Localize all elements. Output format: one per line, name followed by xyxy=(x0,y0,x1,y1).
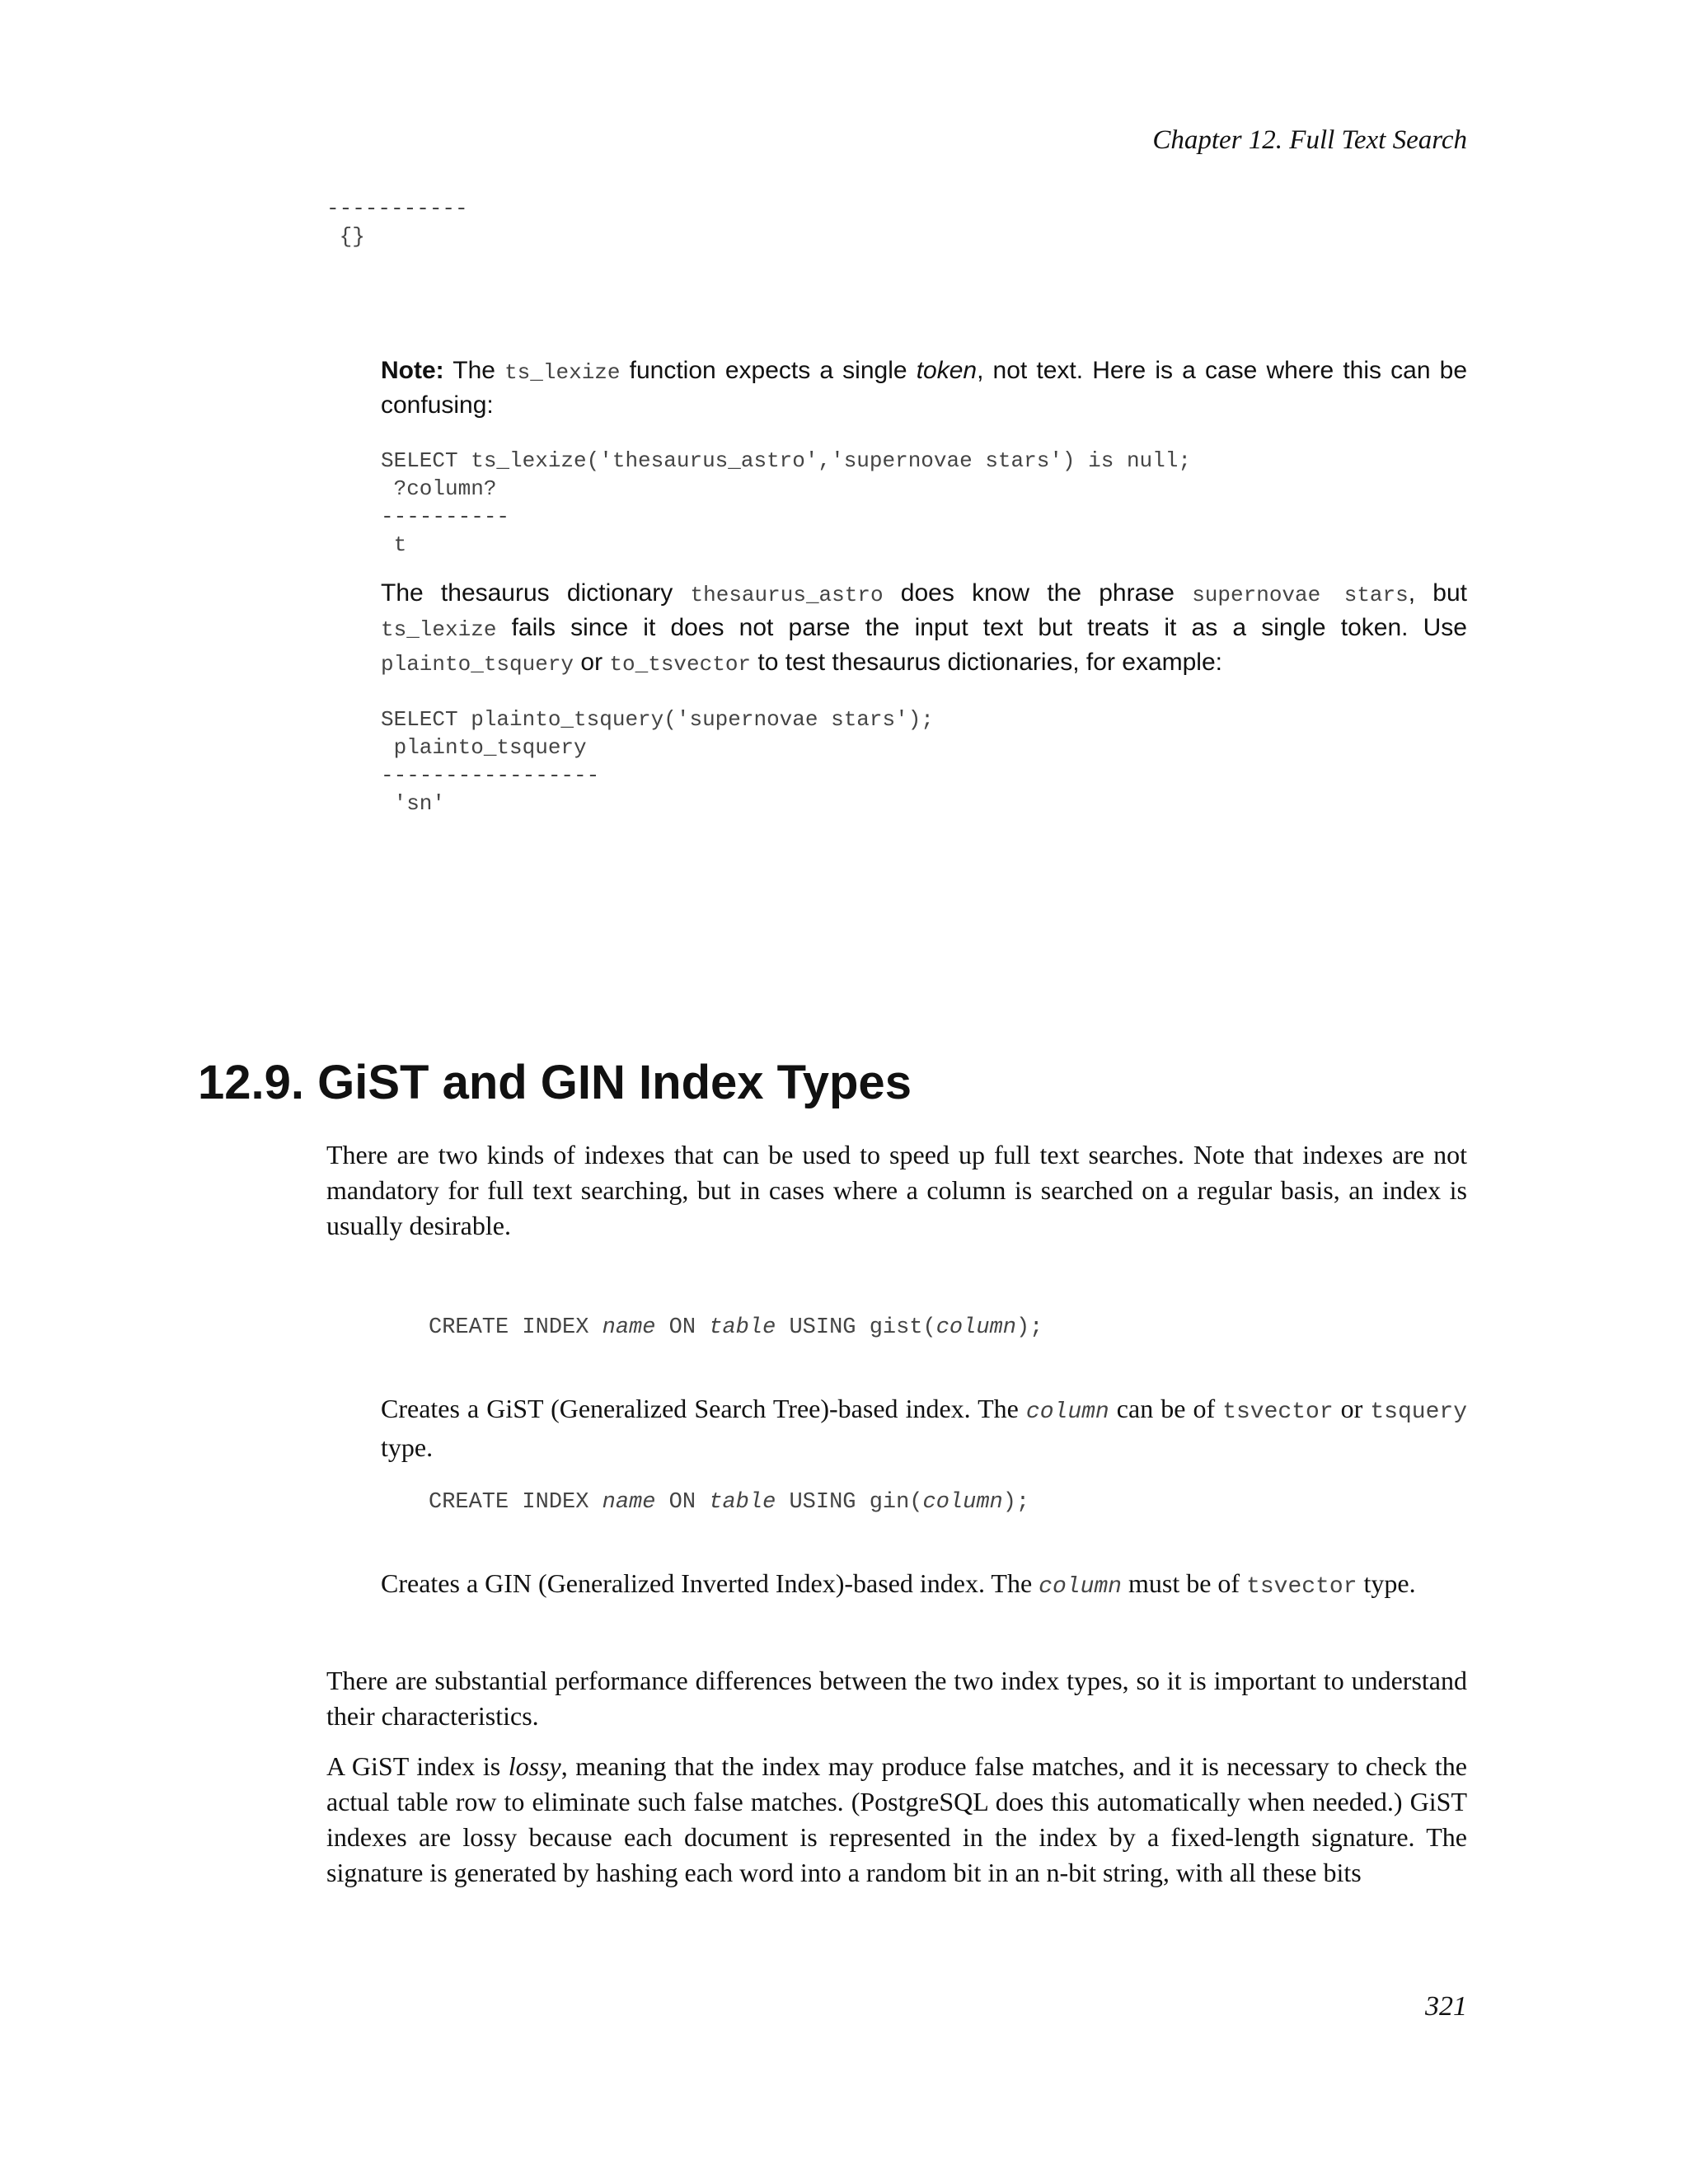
note-box xyxy=(381,354,1467,836)
running-header: Chapter 12. Full Text Search xyxy=(1152,125,1467,155)
gin-index-description: Creates a GIN (Generalized Inverted Index)-based index. The column must be of tsvector type. xyxy=(381,1568,1416,1600)
code-example-ts-lexize: SELECT ts_lexize('thesaurus_astro','supernovae stars') is null; ?column? ---------- t xyxy=(381,448,1191,557)
code-example-plainto-tsquery: SELECT plainto_tsquery('supernovae stars'); plainto_tsquery ----------------- 'sn' xyxy=(381,707,934,816)
inline-code-ts-lexize: ts_lexize xyxy=(381,617,497,642)
inline-code-supernovae-stars: supernovae stars xyxy=(1192,583,1409,607)
emphasis-lossy: lossy xyxy=(508,1751,561,1781)
gist-index-description: Creates a GiST (Generalized Search Tree)-based index. The column can be of tsvector or tsquery type. xyxy=(381,1394,1467,1462)
section-intro: There are two kinds of indexes that can be used to speed up full text searches. Note that indexes are not mandatory for full text searching, but in cases where a column is searched on a regular basis, an index is usually desirable. xyxy=(326,1140,1467,1240)
performance-paragraph: There are substantial performance differences between the two index types, so it is important to understand their characteristics. xyxy=(326,1666,1467,1731)
gist-index-synopsis: CREATE INDEX name ON table USING gist(column); xyxy=(429,1315,1043,1340)
inline-code-ts-lexize: ts_lexize xyxy=(504,360,621,385)
inline-code-to-tsvector: to_tsvector xyxy=(609,652,752,677)
section-title: 12.9. GiST and GIN Index Types xyxy=(198,1056,912,1109)
gin-index-synopsis: CREATE INDEX name ON table USING gin(column); xyxy=(429,1490,1030,1515)
inline-code-thesaurus-astro: thesaurus_astro xyxy=(690,583,884,607)
note-paragraph-2: The thesaurus dictionary thesaurus_astro does know the phrase supernovae stars, but ts_lexize fails since it does not parse the input text but treats it as a single token. Use plainto_tsquery or to_tsvector to test thesaurus dictionaries, for example: xyxy=(381,579,1467,677)
note-label: Note: xyxy=(381,357,444,384)
note-paragraph-1: Note: The ts_lexize function expects a single token, not text. Here is a case where this can be confusing: xyxy=(381,357,1467,419)
code-result-fragment: ----------- {} xyxy=(326,196,468,249)
page-number: 321 xyxy=(1425,1991,1467,2022)
emphasis-token: token xyxy=(916,357,978,384)
lossy-paragraph: A GiST index is lossy, meaning that the index may produce false matches, and it is necessary to check the actual table row to eliminate such false matches. (PostgreSQL does this automatically when needed.) GiST indexes are lossy because each document is represented in the index by a fixed-length signature. The signature is generated by hashing each word into a random bit in an n-bit string, with all these bits xyxy=(326,1751,1467,1887)
inline-code-plainto-tsquery: plainto_tsquery xyxy=(381,652,574,677)
